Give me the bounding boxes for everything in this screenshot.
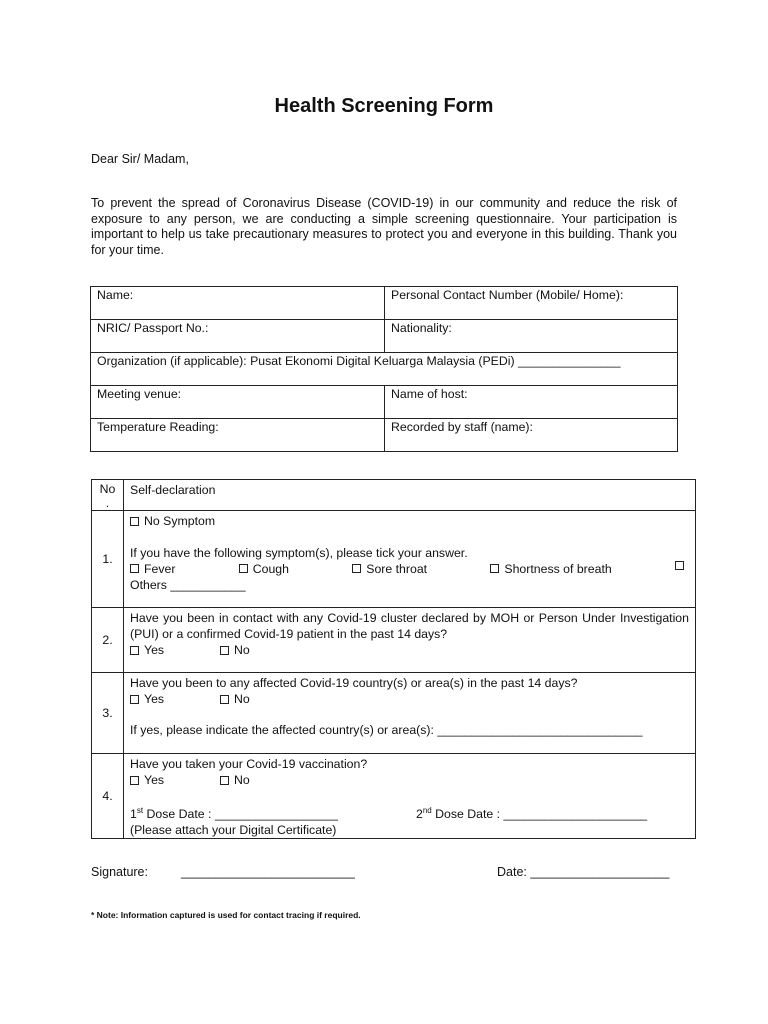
others-option[interactable]: Others ___________ [130,577,246,592]
checkbox-icon[interactable] [130,564,139,573]
checkbox-icon[interactable] [239,564,248,573]
checkbox-icon[interactable] [220,695,229,704]
host-name-field[interactable]: Name of host: [385,386,678,419]
checkbox-icon[interactable] [352,564,361,573]
temperature-field[interactable]: Temperature Reading: [91,419,385,452]
date-field[interactable]: Date: ____________________ [497,865,670,879]
dose-dates [130,803,689,822]
question-text: Have you taken your Covid-19 vaccination? [130,757,368,771]
checkbox-icon[interactable] [130,776,139,785]
shortness-of-breath-option[interactable]: Shortness of breath [490,561,611,577]
second-dose-date-field[interactable]: 2nd Dose Date : _____________________ [416,806,648,822]
meeting-venue-field[interactable]: Meeting venue: [91,386,385,419]
nric-passport-field[interactable]: NRIC/ Passport No.: [91,320,385,353]
attach-certificate-note: (Please attach your Digital Certificate) [130,823,337,838]
affected-area-field[interactable]: If yes, please indicate the affected country(s) or area(s): ______________________________ [130,723,643,737]
others-checkbox-icon[interactable] [675,561,684,570]
question-row-3 [92,673,696,754]
question-text: Have you been in contact with any Covid-19 cluster declared by MOH or Person Under Investigation (PUI) or a confirmed Covid-19 patient in the past 14 days? [130,611,689,641]
name-field[interactable]: Name: [91,287,385,320]
yes-no-options [130,691,689,707]
no-option[interactable]: No [220,691,250,707]
sore-throat-option[interactable]: Sore throat [352,561,427,577]
page-title: Health Screening Form [274,95,494,117]
checkbox-icon[interactable] [220,776,229,785]
question-row-2 [92,608,696,673]
checkbox-icon[interactable] [130,646,139,655]
signature-field[interactable]: _________________________ [181,865,355,879]
recorded-by-field[interactable]: Recorded by staff (name): [385,419,678,452]
row-number: 1. [92,511,124,608]
fever-option[interactable]: Fever [130,561,175,577]
question-row-1 [92,511,696,608]
question-row-4 [92,754,696,839]
checkbox-icon[interactable] [130,517,139,526]
row-number: 3. [92,673,124,754]
intro-paragraph: To prevent the spread of Coronavirus Disease (COVID-19) in our community and reduce the risk of exposure to any person, we are conducting a simple screening questionnaire. Your participation is important to help us take precautionary measures to protect you and everyone in this building. Thank you for your time. [91,196,677,257]
cough-option[interactable]: Cough [239,561,289,577]
question-text: Have you been to any affected Covid-19 country(s) or area(s) in the past 14 days? [130,676,578,690]
organization-field[interactable]: Organization (if applicable): Pusat Ekonomi Digital Keluarga Malaysia (PEDi) _______________ [91,353,678,386]
no-option[interactable]: No [220,772,250,788]
first-dose-date-field[interactable]: 1st Dose Date : __________________ [130,806,338,822]
checkbox-icon[interactable] [220,646,229,655]
column-header-no: No . [92,480,124,511]
contact-number-field[interactable]: Personal Contact Number (Mobile/ Home): [385,287,678,320]
greeting: Dear Sir/ Madam, [91,152,189,166]
symptom-prompt: If you have the following symptom(s), please tick your answer. [130,545,468,560]
footnote: * Note: Information captured is used for contact tracing if required. [91,910,361,920]
nationality-field[interactable]: Nationality: [385,320,678,353]
yes-no-options [130,642,689,658]
self-declaration-table [91,479,696,839]
yes-option[interactable]: Yes [130,772,220,788]
column-header-self-declaration: Self-declaration [124,480,696,511]
no-option[interactable]: No [220,642,250,658]
yes-option[interactable]: Yes [130,642,220,658]
no-symptom-option[interactable]: No Symptom [130,513,215,529]
yes-option[interactable]: Yes [130,691,220,707]
signature-label: Signature: [91,865,148,879]
row-number: 4. [92,754,124,839]
personal-details-table [90,286,678,452]
row-number: 2. [92,608,124,673]
yes-no-options [130,772,689,788]
checkbox-icon[interactable] [130,695,139,704]
symptom-options [130,561,689,577]
checkbox-icon[interactable] [490,564,499,573]
